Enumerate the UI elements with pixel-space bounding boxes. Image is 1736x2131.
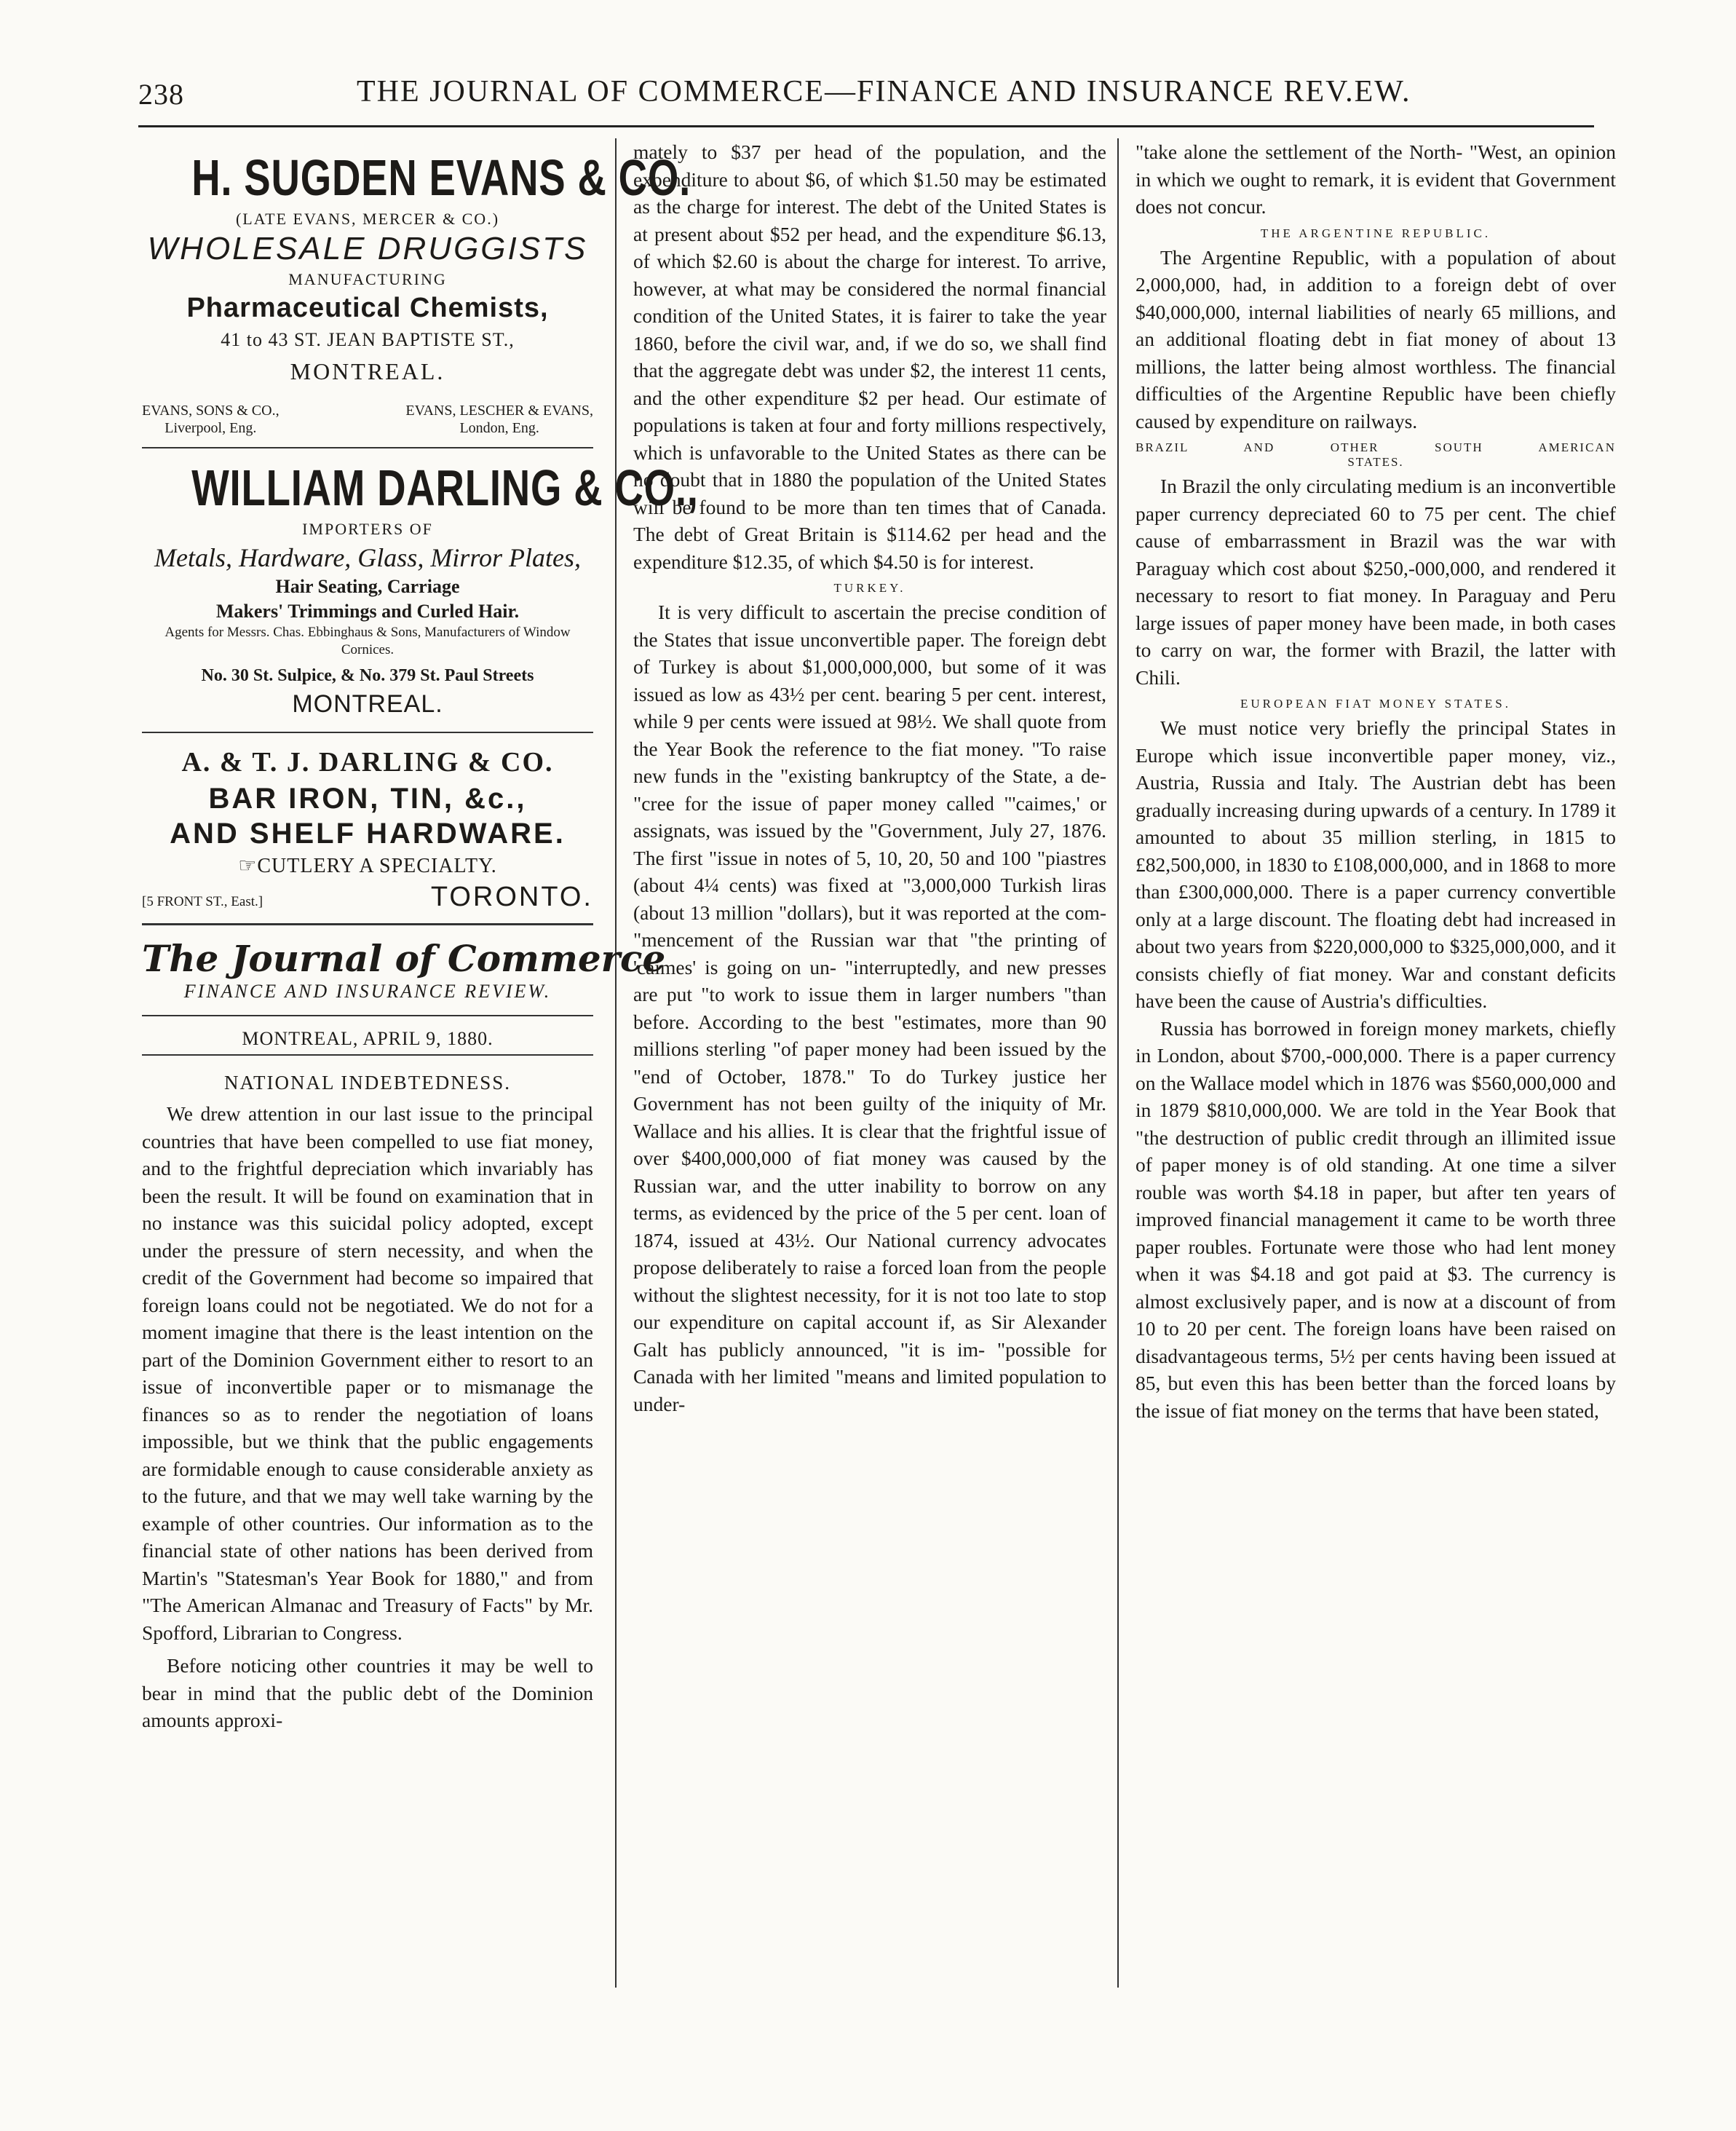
ad-footer-row	[142, 882, 593, 913]
masthead	[142, 936, 666, 1005]
section-heading-turkey: TURKEY.	[833, 581, 906, 595]
page-header	[138, 73, 1587, 116]
ad-partner-right: EVANS, LESCHER & EVANS,	[405, 403, 593, 419]
column-divider	[615, 138, 617, 1988]
masthead-name: The Journal of Commerce	[142, 936, 666, 980]
ad-city: MONTREAL.	[292, 689, 443, 718]
running-title: THE JOURNAL OF COMMERCE—FINANCE AND INSURANCE REV.EW.	[357, 75, 1411, 108]
ad-partner-left-city: Liverpool, Eng.	[165, 420, 257, 437]
column-3	[1135, 138, 1616, 1988]
section-heading-brazil-states: STATES.	[1347, 455, 1404, 469]
masthead-rule	[142, 1015, 593, 1016]
ad-partner-right-city: London, Eng.	[459, 420, 539, 437]
masthead-subtitle: FINANCE AND INSURANCE REVIEW.	[183, 980, 552, 1002]
ad-atj-darling	[142, 745, 593, 912]
article-paragraph: Russia has borrowed in foreign money markets, chiefly in London, about $700,-000,000. There is a paper currency on the Wallace model which in 1876 was $560,000,000 and in 1879 $810,000,000. We are told in the Year Book that "the destruction of public credit through an illimited issue of paper money is of old standing. At one time a silver rouble was worth $4.18 in paper, but after ten years of improved financial management it came to be worth three paper roubles. Fortunate were those who had lent money when it was $4.18 and got paid at $3. The currency is almost exclusively paper, and is now at a discount of from 10 to 20 per cent. The foreign loans have been raised on disadvantageous terms, 5½ per cents having been issued at 85, but even this has been better than the forced loans by the issue of fiat money on the terms that have been stated,	[1135, 1016, 1616, 1422]
article-paragraph: Before noticing other countries it may be well to bear in mind that the public debt of the Dominion amounts approxi-	[142, 1654, 593, 1732]
article-paragraph: mately to $37 per head of the population, and the expenditure to about $6, of which $1.50 may be estimated as the charge for interest. The debt of the United States is at present about $52 per head, and the expenditure $6.13, of which $2.60 is about the charge for interest. To arrive, however, at what may be considered the normal financial condition of the United States, it is fairer to take the year 1860, before the civil war, and, if we do so, we shall find that the aggregate debt was under $2, the interest 11 cents, and the other expenditure $2 per head. Our estimate of populations is taken at four and forty millions respectively, which is unfavorable to the United States as there can be no doubt that in 1880 the population of the United States will be found to be more than ten times that of Canada. The debt of Great Britain is $114.62 per head and the expenditure $12.35, of which $4.50 is for interest.	[633, 141, 1106, 573]
article-paragraph: The Argentine Republic, with a population of about 2,000,000, had, in addition to a foreign debt of over $40,000,000, internal liabilities of nearly 65 millions, and an additional floating debt in fiat money of about 13 millions, the latter being almost worthless. The financial difficulties of the Argentine Republic have been chiefly caused by expenditure on railways.	[1135, 245, 1616, 432]
ad-firm-name: H. SUGDEN EVANS & CO.	[191, 149, 691, 206]
ad-goods: Metals, Hardware, Glass, Mirror Plates,	[154, 542, 581, 572]
ad-address: No. 30 St. Sulpice, & No. 379 St. Paul Streets	[201, 665, 534, 685]
ad-firm-name: A. & T. J. DARLING & CO.	[181, 747, 554, 778]
ad-sugden-evans	[142, 149, 691, 437]
article-paragraph: "take alone the settlement of the North- "West, an opinion in which we ought to remark, it is evident that Government does not concur.	[1135, 141, 1616, 218]
section-heading-europe: EUROPEAN FIAT MONEY STATES.	[1240, 697, 1512, 711]
ad-address: 41 to 43 ST. JEAN BAPTISTE ST.,	[221, 329, 515, 351]
ad-line-2: AND SHELF HARDWARE.	[170, 817, 566, 850]
ad-city: MONTREAL.	[290, 358, 445, 385]
ad-importers: IMPORTERS OF	[302, 519, 433, 538]
column-divider	[1117, 138, 1119, 1988]
page-number: 238	[138, 78, 184, 111]
section-heading-brazil: BRAZIL AND OTHER SOUTH AMERICAN	[1135, 440, 1616, 454]
ad-address: [5 FRONT ST., East.]	[142, 893, 263, 909]
dateline-rule	[142, 1054, 593, 1056]
ad-line-1: Hair Seating, Carriage	[275, 576, 460, 598]
ad-partner-left: EVANS, SONS & CO.,	[142, 403, 280, 419]
section-heading-argentine: THE ARGENTINE REPUBLIC.	[1260, 226, 1491, 240]
ad-city: TORONTO.	[430, 881, 593, 912]
ad-divider	[142, 732, 593, 733]
article-title: NATIONAL INDEBTEDNESS.	[224, 1072, 511, 1094]
ad-chemists: Pharmaceutical Chemists,	[186, 292, 549, 323]
ad-divider	[142, 923, 593, 925]
ad-divider	[142, 447, 593, 448]
article-paragraph: It is very difficult to ascertain the precise condition of the States that issue unconvertible paper. The foreign debt of Turkey is about $1,000,000,000, but some of it was issued as low as 43½ per cent. bearing 5 per cent. interest, while 9 per cents were issued at 98½. We shall quote from the Year Book the reference to the fiat money. "To raise new funds in the "existing bankruptcy of the State, a de- "cree for the issue of paper money called "'caimes,' or assignats, was issued by the "Government, July 27, 1876. The first "issue in notes of 5, 10, 20, 50 and 100 "piastres (about 4¼ cents) was fixed at "3,000,000 Turkish liras (about 13 million "dollars), but it was reported at the com- "mencement of the Russian war that "the printing of 'caimes' is going on un- "interruptedly, and new presses are put "to work to issue them in larger numbers "than before. According to the best "estimates, more than 90 millions sterling "of paper money had been issued by the "end of October, 1878." To do Turkey justice her Government has not been guilty of the iniquity of Mr. Wallace and his allies. It is clear that the frightful issue of over $400,000,000 of fiat money was caused by the Russian war, and the utter inability to borrow on any terms, as evidenced by the price of the 5 per cent. loan of 1874, issued at 43½. Our National currency advocates propose deliberately to raise a forced loan from the people without the slightest necessity, for it is not too late to stop our expenditure on capital account if, as Sir Alexander Galt has publicly announced, "it is im- "possible for Canada with her limited "means and limited population to under-	[633, 601, 1106, 1415]
ad-late-name: (LATE EVANS, MERCER & CO.)	[235, 209, 500, 228]
ad-manufacturing: MANUFACTURING	[288, 270, 447, 289]
article-paragraph: We drew attention in our last issue to the principal countries that have been compelled to use fiat money, and to the frightful depreciation which invariably has been the result. It will be found on examination that in no instance was this suicidal policy adopted, except under the pressure of stern necessity, and when the credit of the Government had become so impaired that foreign loans could not be negotiated. We do not for a moment imagine that there is the least intention on the part of the Dominion Government either to resort to an issue of inconvertible paper or to mismanage the finances so as to render the negotiation of loans impossible, but we think that the public engagements are formidable enough to cause considerable anxiety as to the future, and that we may well take warning by the example of other countries. Our information as to the financial state of other nations has been derived from Martin's "Statesman's Year Book for 1880," and from "The American Almanac and Treasury of Facts" by Mr. Spofford, Librarian to Congress.	[142, 1102, 593, 1644]
column-2	[633, 138, 1106, 1988]
header-rule	[138, 125, 1594, 127]
column-1	[142, 138, 699, 1988]
ad-line-2: Makers' Trimmings and Curled Hair.	[215, 601, 520, 622]
article-paragraph: We must notice very briefly the principal States in Europe which issue inconvertible paper money, viz., Austria, Russia and Italy. The Austrian debt has been gradually increasing during upwards of a century. In 1789 it amounted to about 35 million sterling, in 1815 to £82,500,000, in 1830 to £108,000,000, and in 1868 to more than £300,000,000. There is a paper currency convertible only at a large discount. The floating debt had increased in about two years from $220,000,000 to $325,000,000, and it consists chiefly of fiat money. War and constant deficits have been the cause of Austria's difficulties.	[1135, 716, 1616, 1012]
ad-line-3: ☞CUTLERY A SPECIALTY.	[238, 854, 497, 877]
dateline: MONTREAL, APRIL 9, 1880.	[242, 1028, 494, 1050]
ad-partners	[142, 402, 593, 437]
ad-william-darling	[142, 459, 699, 721]
ad-firm-name: WILLIAM DARLING & CO.,	[191, 459, 699, 517]
ad-trade: WHOLESALE DRUGGISTS	[147, 231, 588, 267]
article-paragraph: In Brazil the only circulating medium is an inconvertible paper currency depreciated 60 to 75 per cent. The chief cause of embarrassment in Brazil was the war with Paraguay which cost about $250,-000,000, and rendered it necessary to resort to fiat money. In Paraguay and Peru large issues of paper money have been made, in both cases to carry on war, the former with Brazil, the latter with Chili.	[1135, 475, 1616, 689]
ad-agents: Agents for Messrs. Chas. Ebbinghaus & Sons, Manufacturers of Window Cornices.	[165, 625, 571, 657]
ad-line-1: BAR IRON, TIN, &c.,	[208, 782, 527, 815]
